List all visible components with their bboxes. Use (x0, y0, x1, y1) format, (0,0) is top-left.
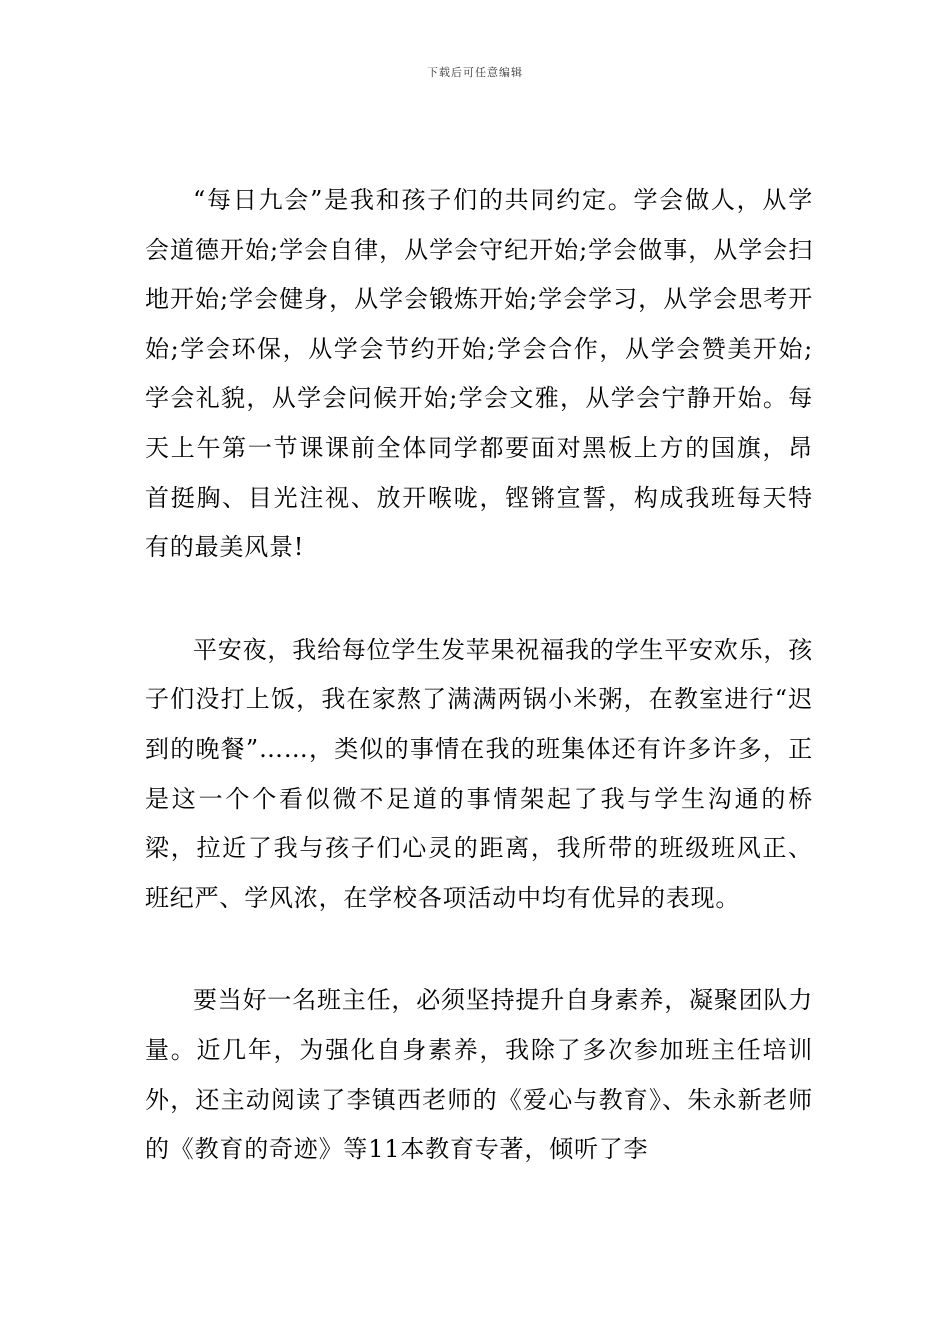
document-body (145, 176, 813, 1175)
page-header: 下载后可任意编辑 (427, 66, 523, 79)
paragraph-3: 要当好一名班主任，必须坚持提升自身素养，凝聚团队力量。近几年，为强化自身素养，我除了多次参加班主任培训外，还主动阅读了李镇西老师的《爱心与教育》、朱永新老师的《教育的奇迹》等11本教育专著，倾听了李 (145, 986, 813, 1164)
paragraph-2: 平安夜，我给每位学生发苹果祝福我的学生平安欢乐，孩子们没打上饭，我在家熬了满满两锅小米粥，在教室进行“迟到的晚餐”……，类似的事情在我的班集体还有许多许多，正是这一个个看似微不足道的事情架起了我与学生沟通的桥梁，拉近了我与孩子们心灵的距离，我所带的班级班风正、班纪严、学风浓，在学校各项活动中均有优异的表现。 (145, 635, 813, 912)
paragraph-1: “每日九会”是我和孩子们的共同约定。学会做人，从学会道德开始;学会自律，从学会守纪开始;学会做事，从学会扫地开始;学会健身，从学会锻炼开始;学会学习，从学会思考开始;学会环保，从学会节约开始;学会合作，从学会赞美开始;学会礼貌，从学会问候开始;学会文雅，从学会宁静开始。每天上午第一节课课前全体同学都要面对黑板上方的国旗，昂首挺胸、目光注视、放开喉咙，铿锵宣誓，构成我班每天特有的最美风景! (145, 186, 813, 562)
